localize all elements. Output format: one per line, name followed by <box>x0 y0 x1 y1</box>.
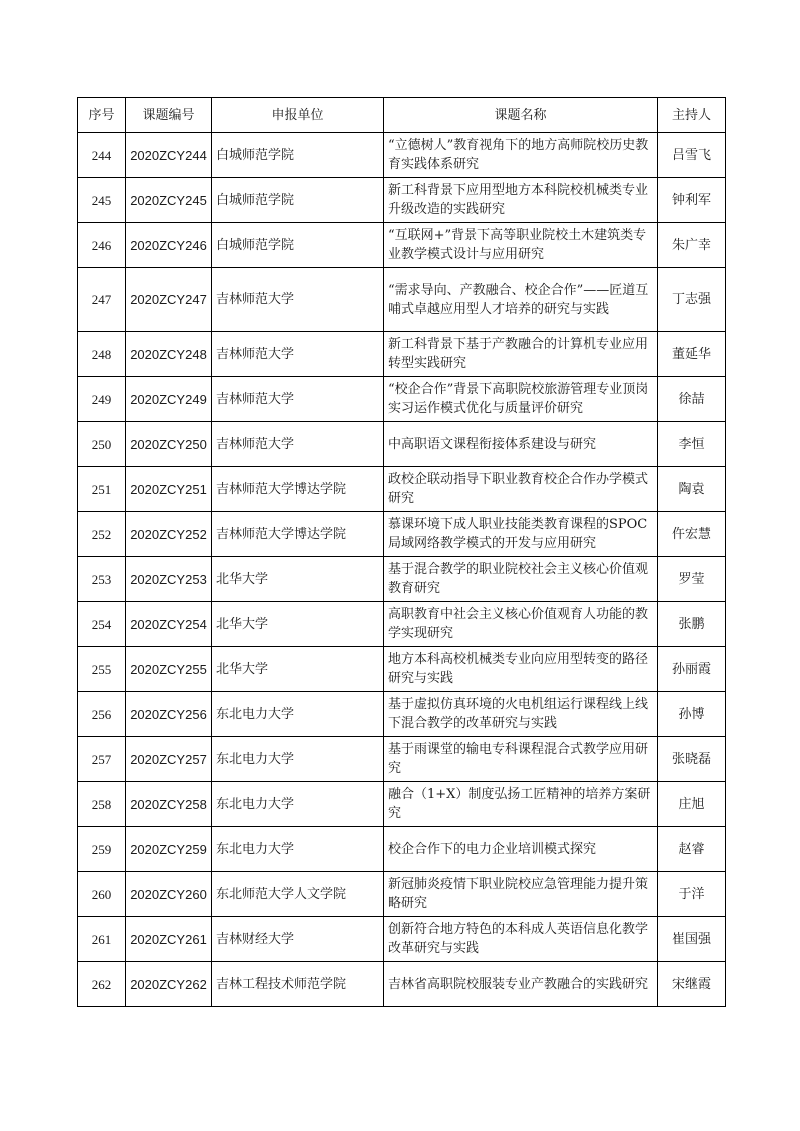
project-code-cell: 2020ZCY262 <box>126 962 212 1007</box>
project-code-cell: 2020ZCY256 <box>126 692 212 737</box>
table-row <box>78 332 726 377</box>
project-title-cell: 慕课环境下成人职业技能类教育课程的SPOC局域网络教学模式的开发与应用研究 <box>384 512 658 557</box>
table-row <box>78 377 726 422</box>
serial-number-cell: 261 <box>78 917 126 962</box>
host-cell: 张鹏 <box>658 602 726 647</box>
host-cell: 孙丽霞 <box>658 647 726 692</box>
project-code-cell: 2020ZCY251 <box>126 467 212 512</box>
table-row <box>78 178 726 223</box>
serial-number-cell: 248 <box>78 332 126 377</box>
host-cell: 吕雪飞 <box>658 133 726 178</box>
project-code-cell: 2020ZCY245 <box>126 178 212 223</box>
project-code-cell: 2020ZCY252 <box>126 512 212 557</box>
header-project-code: 课题编号 <box>126 98 212 133</box>
project-code-cell: 2020ZCY253 <box>126 557 212 602</box>
serial-number-cell: 254 <box>78 602 126 647</box>
host-cell: 丁志强 <box>658 268 726 332</box>
project-code-cell: 2020ZCY249 <box>126 377 212 422</box>
table-row <box>78 557 726 602</box>
project-code-cell: 2020ZCY246 <box>126 223 212 268</box>
host-cell: 张晓磊 <box>658 737 726 782</box>
applicant-unit-cell: 白城师范学院 <box>212 223 384 268</box>
table-row <box>78 467 726 512</box>
host-cell: 董延华 <box>658 332 726 377</box>
project-title-cell: 新冠肺炎疫情下职业院校应急管理能力提升策略研究 <box>384 872 658 917</box>
project-title-cell: “立德树人”教育视角下的地方高师院校历史教育实践体系研究 <box>384 133 658 178</box>
host-cell: 孙博 <box>658 692 726 737</box>
applicant-unit-cell: 东北电力大学 <box>212 737 384 782</box>
applicant-unit-cell: 吉林师范大学 <box>212 422 384 467</box>
header-applicant-unit: 申报单位 <box>212 98 384 133</box>
serial-number-cell: 260 <box>78 872 126 917</box>
table-row <box>78 268 726 332</box>
project-title-cell: 基于雨课堂的输电专科课程混合式教学应用研究 <box>384 737 658 782</box>
applicant-unit-cell: 东北电力大学 <box>212 827 384 872</box>
table-row <box>78 782 726 827</box>
serial-number-cell: 251 <box>78 467 126 512</box>
header-project-title: 课题名称 <box>384 98 658 133</box>
project-code-cell: 2020ZCY257 <box>126 737 212 782</box>
project-code-cell: 2020ZCY244 <box>126 133 212 178</box>
project-title-cell: 地方本科高校机械类专业向应用型转变的路径研究与实践 <box>384 647 658 692</box>
table-row <box>78 602 726 647</box>
project-title-cell: 基于虚拟仿真环境的火电机组运行课程线上线下混合教学的改革研究与实践 <box>384 692 658 737</box>
project-title-cell: 校企合作下的电力企业培训模式探究 <box>384 827 658 872</box>
project-code-cell: 2020ZCY258 <box>126 782 212 827</box>
serial-number-cell: 262 <box>78 962 126 1007</box>
applicant-unit-cell: 东北电力大学 <box>212 692 384 737</box>
project-code-cell: 2020ZCY250 <box>126 422 212 467</box>
applicant-unit-cell: 吉林师范大学 <box>212 268 384 332</box>
applicant-unit-cell: 吉林财经大学 <box>212 917 384 962</box>
project-title-cell: 融合（1+X）制度弘扬工匠精神的培养方案研究 <box>384 782 658 827</box>
serial-number-cell: 257 <box>78 737 126 782</box>
applicant-unit-cell: 吉林师范大学 <box>212 377 384 422</box>
project-title-cell: 政校企联动指导下职业教育校企合作办学模式研究 <box>384 467 658 512</box>
host-cell: 宋继霞 <box>658 962 726 1007</box>
serial-number-cell: 244 <box>78 133 126 178</box>
table-row <box>78 917 726 962</box>
table-row <box>78 872 726 917</box>
applicant-unit-cell: 吉林师范大学博达学院 <box>212 512 384 557</box>
project-title-cell: 创新符合地方特色的本科成人英语信息化教学改革研究与实践 <box>384 917 658 962</box>
applicant-unit-cell: 东北电力大学 <box>212 782 384 827</box>
table-row <box>78 512 726 557</box>
project-code-cell: 2020ZCY259 <box>126 827 212 872</box>
project-title-cell: “互联网+”背景下高等职业院校土木建筑类专业教学模式设计与应用研究 <box>384 223 658 268</box>
host-cell: 庄旭 <box>658 782 726 827</box>
project-title-cell: 吉林省高职院校服装专业产教融合的实践研究 <box>384 962 658 1007</box>
host-cell: 于洋 <box>658 872 726 917</box>
host-cell: 陶袁 <box>658 467 726 512</box>
host-cell: 赵睿 <box>658 827 726 872</box>
applicant-unit-cell: 吉林工程技术师范学院 <box>212 962 384 1007</box>
project-title-cell: “校企合作”背景下高职院校旅游管理专业顶岗实习运作模式优化与质量评价研究 <box>384 377 658 422</box>
header-host: 主持人 <box>658 98 726 133</box>
applicant-unit-cell: 北华大学 <box>212 602 384 647</box>
applicant-unit-cell: 吉林师范大学 <box>212 332 384 377</box>
host-cell: 徐喆 <box>658 377 726 422</box>
project-code-cell: 2020ZCY248 <box>126 332 212 377</box>
serial-number-cell: 255 <box>78 647 126 692</box>
header-serial-number: 序号 <box>78 98 126 133</box>
project-title-cell: 新工科背景下基于产教融合的计算机专业应用转型实践研究 <box>384 332 658 377</box>
applicant-unit-cell: 吉林师范大学博达学院 <box>212 467 384 512</box>
applicant-unit-cell: 白城师范学院 <box>212 178 384 223</box>
serial-number-cell: 256 <box>78 692 126 737</box>
serial-number-cell: 253 <box>78 557 126 602</box>
project-title-cell: “需求导向、产教融合、校企合作”——匠道互哺式卓越应用型人才培养的研究与实践 <box>384 268 658 332</box>
serial-number-cell: 249 <box>78 377 126 422</box>
applicant-unit-cell: 北华大学 <box>212 557 384 602</box>
host-cell: 仵宏慧 <box>658 512 726 557</box>
table-row <box>78 692 726 737</box>
applicant-unit-cell: 北华大学 <box>212 647 384 692</box>
table-row <box>78 422 726 467</box>
project-table <box>77 97 726 1007</box>
table-row <box>78 133 726 178</box>
table-row <box>78 737 726 782</box>
host-cell: 李恒 <box>658 422 726 467</box>
serial-number-cell: 246 <box>78 223 126 268</box>
table-row <box>78 647 726 692</box>
project-title-cell: 中高职语文课程衔接体系建设与研究 <box>384 422 658 467</box>
serial-number-cell: 247 <box>78 268 126 332</box>
applicant-unit-cell: 白城师范学院 <box>212 133 384 178</box>
project-code-cell: 2020ZCY261 <box>126 917 212 962</box>
project-code-cell: 2020ZCY247 <box>126 268 212 332</box>
serial-number-cell: 245 <box>78 178 126 223</box>
host-cell: 罗莹 <box>658 557 726 602</box>
table-row <box>78 223 726 268</box>
host-cell: 崔国强 <box>658 917 726 962</box>
project-code-cell: 2020ZCY255 <box>126 647 212 692</box>
serial-number-cell: 252 <box>78 512 126 557</box>
project-title-cell: 基于混合教学的职业院校社会主义核心价值观教育研究 <box>384 557 658 602</box>
serial-number-cell: 258 <box>78 782 126 827</box>
table-row <box>78 827 726 872</box>
table-header-row <box>78 98 726 133</box>
host-cell: 钟利军 <box>658 178 726 223</box>
project-title-cell: 新工科背景下应用型地方本科院校机械类专业升级改造的实践研究 <box>384 178 658 223</box>
project-title-cell: 高职教育中社会主义核心价值观育人功能的教学实现研究 <box>384 602 658 647</box>
project-code-cell: 2020ZCY260 <box>126 872 212 917</box>
serial-number-cell: 259 <box>78 827 126 872</box>
host-cell: 朱广幸 <box>658 223 726 268</box>
serial-number-cell: 250 <box>78 422 126 467</box>
table-row <box>78 962 726 1007</box>
project-code-cell: 2020ZCY254 <box>126 602 212 647</box>
applicant-unit-cell: 东北师范大学人文学院 <box>212 872 384 917</box>
